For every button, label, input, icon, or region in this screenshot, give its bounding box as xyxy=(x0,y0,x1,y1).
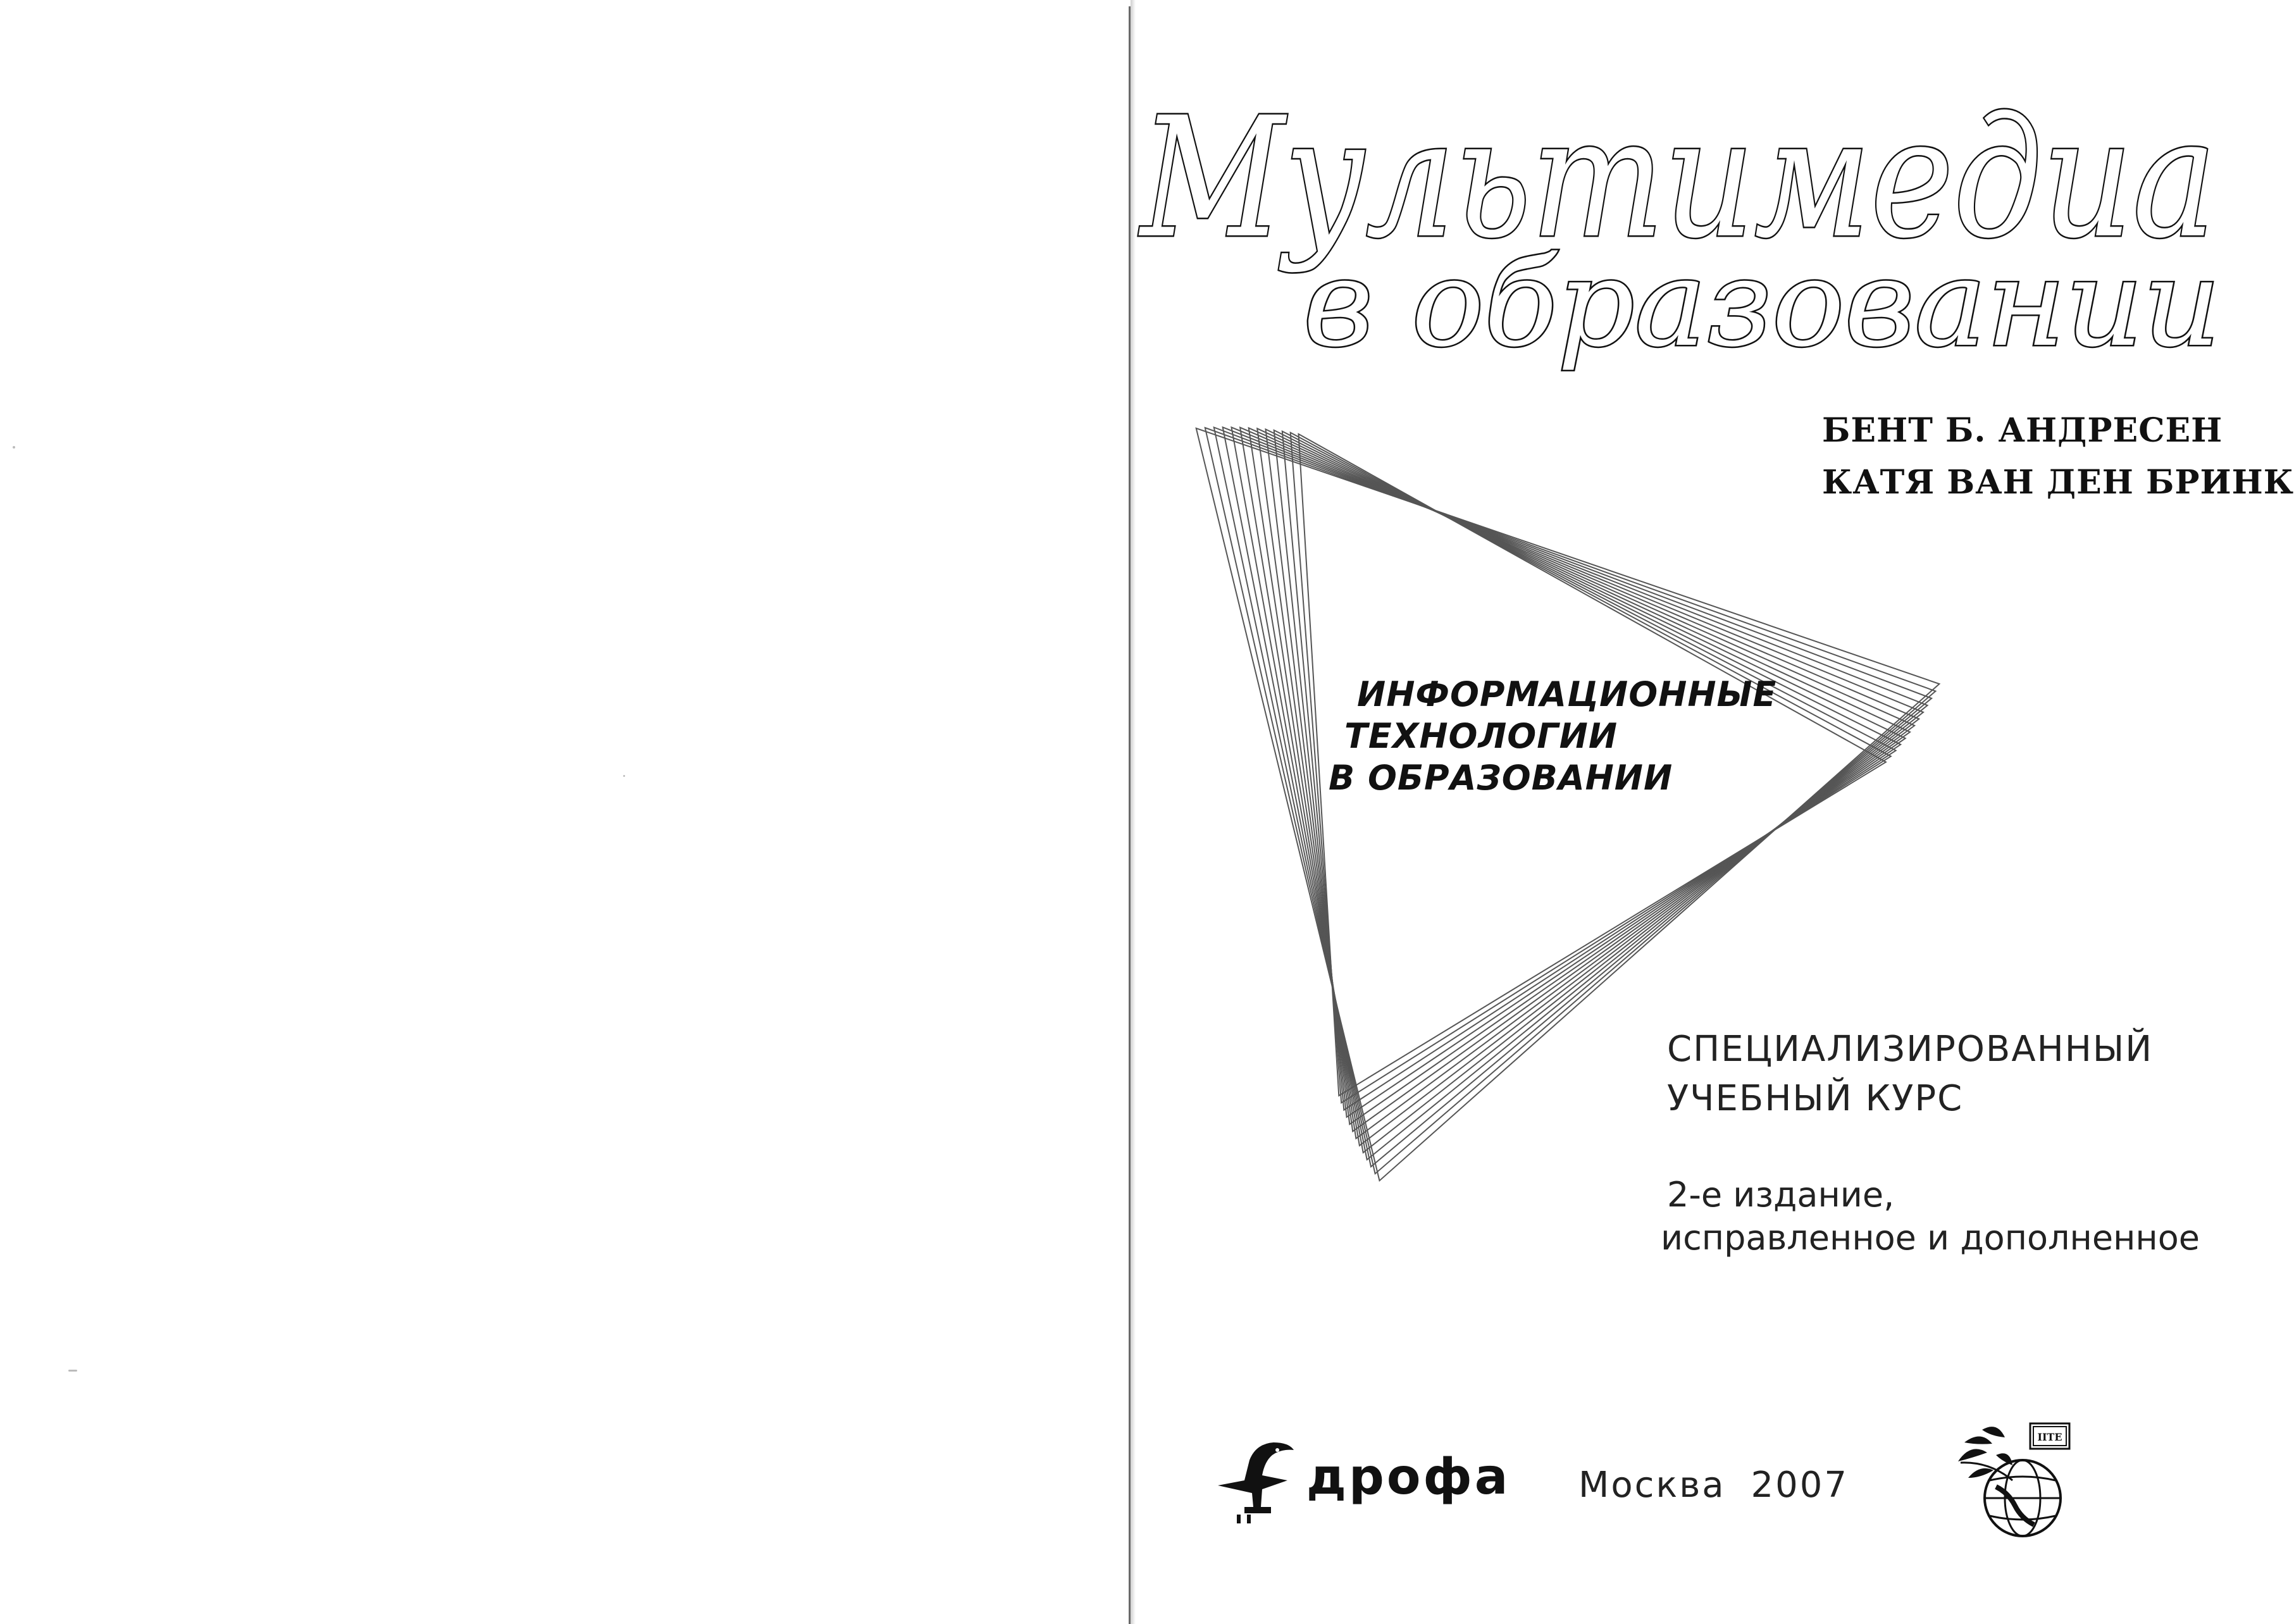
edition-line: 2-е издание, xyxy=(1667,1175,1895,1215)
book-title-line2 xyxy=(1300,233,2224,389)
series-line: ИНФОРМАЦИОННЫЕ xyxy=(1357,674,1777,714)
course-type xyxy=(1667,1025,2153,1124)
publication-year: 2007 xyxy=(1751,1465,1849,1506)
author-name: КАТЯ ВАН ДЕН БРИНК xyxy=(1822,463,2294,502)
title-words-in-education: в образовании xyxy=(1303,233,2221,373)
author-name: БЕНТ Б. АНДРЕСЕН xyxy=(1822,411,2223,450)
series-line: ТЕХНОЛОГИИ xyxy=(1344,716,1618,756)
left-blank-page xyxy=(0,0,1126,1624)
edition-line: исправленное и дополненное xyxy=(1661,1218,2200,1258)
imprint xyxy=(1578,1465,1849,1506)
iite-label: IITE xyxy=(2037,1431,2062,1443)
publisher-name: дрофа xyxy=(1306,1449,1511,1506)
edition-info xyxy=(1661,1174,2200,1260)
scan-speck xyxy=(623,775,625,777)
bird-dino-publisher-icon xyxy=(1212,1436,1300,1525)
course-line: СПЕЦИАЛИЗИРОВАННЫЙ xyxy=(1667,1029,2154,1070)
series-line: В ОБРАЗОВАНИИ xyxy=(1329,758,1673,798)
series-name xyxy=(1329,674,1777,799)
gutter-shadow xyxy=(1131,0,1136,1624)
publisher-mark xyxy=(1212,1436,1515,1531)
title-page xyxy=(1136,0,2294,1624)
course-line: УЧЕБНЫЙ КУРС xyxy=(1667,1078,1964,1119)
publication-city: Москва xyxy=(1578,1465,1726,1506)
scan-speck xyxy=(13,446,15,449)
title-word-multimedia: Мультимедиа xyxy=(1138,82,2216,275)
scan-speck xyxy=(68,1370,77,1372)
globe-with-leaves-icon xyxy=(1952,1417,2072,1544)
